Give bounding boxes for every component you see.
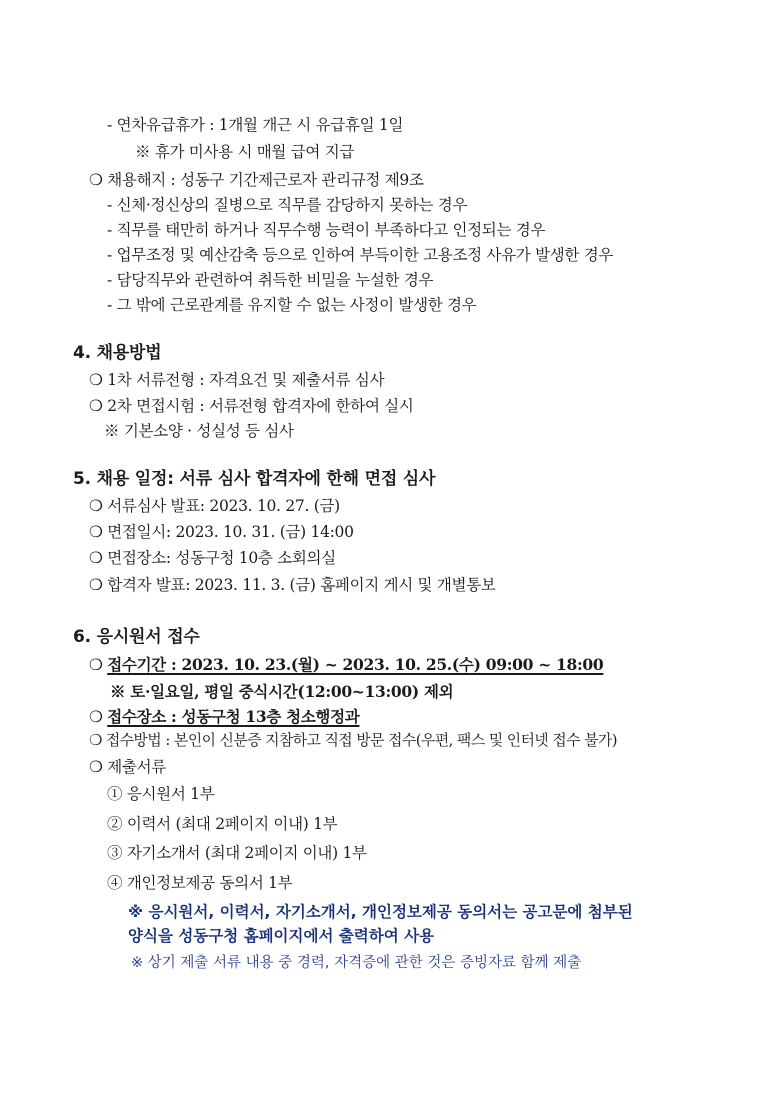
schedule-item: ❍ 합격자 발표: 2023. 11. 3. (금) 홈페이지 게시 및 개별통보 [89, 576, 496, 594]
documents-title: ❍ 제출서류 [89, 758, 166, 776]
section-4-heading: 4. 채용방법 [73, 343, 162, 363]
schedule-item: ❍ 면접장소: 성동구청 10층 소회의실 [89, 549, 336, 567]
termination-item: - 그 밖에 근로관계를 유지할 수 없는 사정이 발생한 경우 [107, 296, 477, 314]
termination-item: - 담당직무와 관련하여 취득한 비밀을 누설한 경우 [107, 271, 434, 289]
termination-item: - 신체·정신상의 질병으로 직무를 감당하지 못하는 경우 [107, 196, 468, 214]
termination-item: - 직무를 태만히 하거나 직무수행 능력이 부족하다고 인정되는 경우 [107, 221, 546, 239]
section-6-heading: 6. 응시원서 접수 [73, 627, 200, 647]
application-period [89, 657, 603, 674]
schedule-item: ❍ 면접일시: 2023. 10. 31. (금) 14:00 [89, 523, 354, 541]
section-5-heading: 5. 채용 일정: 서류 심사 합격자에 한해 면접 심사 [73, 469, 436, 489]
application-place [89, 709, 359, 726]
section-4-item: ❍ 1차 서류전형 : 자격요건 및 제출서류 심사 [89, 371, 385, 389]
annual-leave-text: - 연차유급휴가 : 1개월 개근 시 유급휴일 1일 [107, 116, 404, 134]
forms-note-line2: 양식을 성동구청 홈페이지에서 출력하여 사용 [128, 927, 435, 945]
document-item: ② 이력서 (최대 2페이지 이내) 1부 [107, 815, 338, 833]
termination-title: ❍ 채용해지 : 성동구 기간제근로자 관리규정 제9조 [89, 171, 424, 189]
bullet: ❍ [89, 708, 103, 726]
application-period-note: ※ 토·일요일, 평일 중식시간(12:00~13:00) 제외 [110, 682, 454, 701]
termination-item: - 업무조정 및 예산감축 등으로 인하여 부득이한 고용조정 사유가 발생한 경우 [107, 246, 614, 264]
bullet: ❍ [89, 656, 103, 674]
schedule-item: ❍ 서류심사 발표: 2023. 10. 27. (금) [89, 497, 340, 515]
application-period-text: 접수기간 : 2023. 10. 23.(월) ~ 2023. 10. 25.(수) 09:00 ~ 18:00 [107, 655, 604, 674]
document-item: ④ 개인정보제공 동의서 1부 [107, 874, 293, 892]
section-4-item: ❍ 2차 면접시험 : 서류전형 합격자에 한하여 실시 [89, 397, 414, 415]
section-4-note: ※ 기본소양 · 성실성 등 심사 [104, 422, 294, 440]
application-place-text: 접수장소 : 성동구청 13층 청소행정과 [107, 707, 360, 726]
annual-leave-note: ※ 휴가 미사용 시 매월 급여 지급 [135, 143, 355, 161]
application-method: ❍ 접수방법 : 본인이 신분증 지참하고 직접 방문 접수(우편, 팩스 및 인터넷 접수 불가) [89, 732, 618, 749]
forms-note-line1: ※ 응시원서, 이력서, 자기소개서, 개인정보제공 동의서는 공고문에 첨부된 [128, 903, 633, 921]
document-item: ③ 자기소개서 (최대 2페이지 이내) 1부 [107, 844, 367, 862]
evidence-note: ※ 상기 제출 서류 내용 중 경력, 자격증에 관한 것은 증빙자료 함께 제출 [131, 955, 582, 971]
document-item: ① 응시원서 1부 [107, 785, 215, 803]
